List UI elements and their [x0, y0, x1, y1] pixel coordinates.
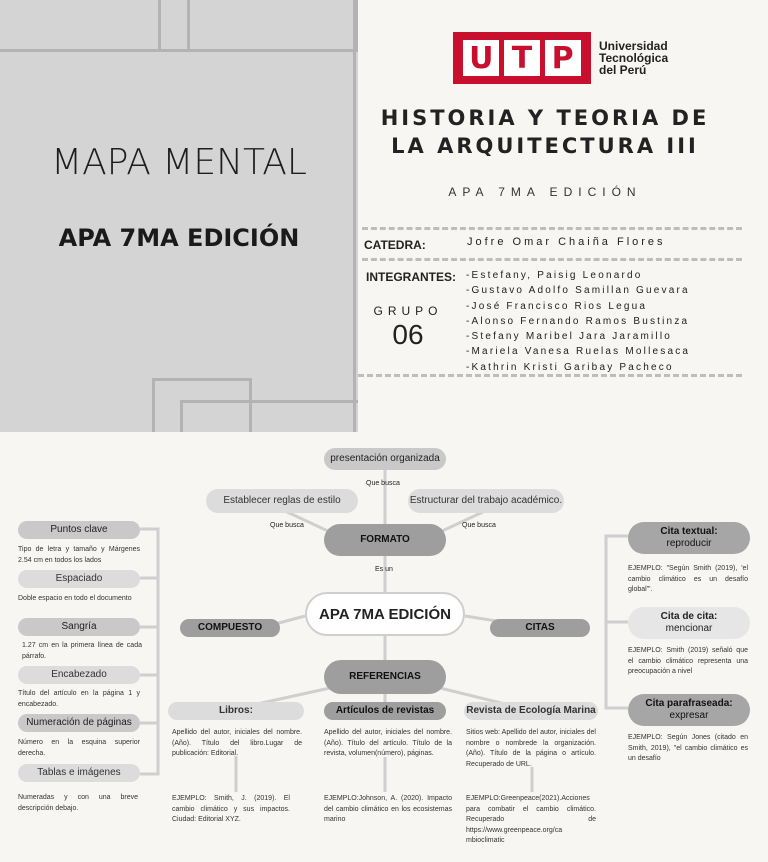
member-name: -José Francisco Rios Legua	[466, 300, 648, 312]
divider	[362, 258, 742, 261]
citas-node: CITAS	[490, 619, 590, 637]
tablas-node: Tablas e imágenes	[18, 764, 140, 782]
decor-frame	[180, 400, 358, 432]
numeracion-text: Número en la esquina superior derecha.	[18, 739, 140, 757]
member-name: -Stefany Maribel Jara Jaramillo	[466, 331, 673, 343]
utp-logo-box	[453, 32, 591, 84]
left-subtitle: APA 7MA EDICIÓN	[58, 224, 300, 252]
cita-parafraseada-text: EJEMPLO: Según Jones (citado en Smith, 2019), "el cambio climático es un desafío	[628, 734, 748, 762]
mind-map-title: MAPA MENTAL	[51, 142, 307, 183]
cita-textual-node	[628, 522, 750, 554]
member-name: -Alonso Fernando Ramos Bustinza	[466, 315, 690, 327]
numeracion-node: Numeración de páginas	[18, 714, 140, 732]
sangria-node: Sangría	[18, 618, 140, 636]
compuesto-node: COMPUESTO	[180, 619, 280, 637]
member-name: -Estefany, Paisig Leonardo	[466, 270, 643, 281]
connector-label: Es un	[375, 566, 393, 573]
cita-parafraseada-node	[628, 694, 750, 726]
encabezado-node: Encabezado	[18, 666, 140, 684]
connector-label: Que busca	[462, 522, 496, 529]
node-subtitle: mencionar	[665, 623, 713, 634]
sangria-text: 1.27 cm en la primera línea de cada párrafo.	[22, 642, 142, 660]
puntos-clave-node: Puntos clave	[18, 521, 140, 539]
university-name-line: Tecnológica	[599, 51, 669, 65]
mind-map	[0, 432, 768, 862]
presentacion-node: presentación organizada	[324, 448, 446, 470]
left-title-panel	[0, 0, 358, 432]
puntos-clave-text: Tipo de letra y tamaño y Márgenes 2.54 cm en todos los lados	[18, 546, 140, 564]
grupo-number: 06	[392, 319, 424, 350]
referencias-node: REFERENCIAS	[324, 660, 446, 694]
course-title-line: LA ARQUITECTURA III	[391, 134, 699, 158]
espaciado-node: Espaciado	[18, 570, 140, 588]
divider	[358, 374, 742, 377]
libros-text: Apellido del autor, iniciales del nombre.(Año). Título del libro.Lugar de publicación: Editorial.	[172, 729, 302, 757]
logo-letter: T	[504, 40, 540, 76]
establecer-node: Establecer reglas de estilo	[206, 489, 358, 513]
cita-textual-text: EJEMPLO: "Según Smith (2019), 'el cambio climático es un desafío global'".	[628, 565, 748, 593]
cita-de-cita-node	[628, 607, 750, 639]
encabezado-text: Título del artículo en la página 1 y encabezado.	[18, 690, 140, 708]
node-title: Cita de cita:	[660, 611, 718, 622]
articulos-text: Apellido del autor, iniciales del nombre. (Año). Título del artículo. Título de la revista, volumen(número), páginas.	[324, 729, 452, 757]
espaciado-text: Doble espacio en todo el documento	[18, 595, 132, 602]
connector-label: Que busca	[270, 522, 304, 529]
revista-example: EJEMPLO:Greenpeace(2021).Acciones para combatir el cambio climático. Recuperado de https://www.greenpeace.org/ca mbioclimatic	[466, 795, 596, 844]
course-title-line: HISTORIA Y TEORIA DE	[380, 106, 710, 130]
node-subtitle: reproducir	[666, 538, 712, 549]
catedra-label: CATEDRA:	[364, 238, 426, 252]
node-subtitle: expresar	[669, 710, 709, 721]
member-name: -Gustavo Adolfo Samillan Guevara	[466, 285, 690, 297]
node-title: Cita parafraseada:	[645, 698, 733, 709]
logo-letter: U	[463, 40, 499, 76]
divider	[362, 227, 742, 230]
university-name-line: Universidad	[599, 39, 668, 53]
member-name: -Kathrin Kristi Garibay Pacheco	[466, 361, 674, 373]
catedra-value: Jofre Omar Chaiña Flores	[467, 236, 666, 248]
edition-label: APA 7MA EDICIÓN	[448, 185, 642, 199]
member-name: -Mariela Vanesa Ruelas Mollesaca	[466, 346, 691, 358]
connector-label: Que busca	[366, 480, 400, 487]
libros-example: EJEMPLO: Smith, J. (2019). El cambio climático y sus impactos. Ciudad: Editorial XYZ.	[172, 795, 290, 823]
libros-node: Libros:	[168, 702, 304, 720]
revista-text: Sitios web: Apellido del autor, iniciales del nombre o nombrede la organización. (Año). Título de la página o artículo. Recuperado de URL.	[466, 729, 596, 768]
decor-frame	[0, 0, 356, 432]
grupo-label: GRUPO	[373, 304, 443, 318]
course-title	[364, 104, 726, 160]
estructurar-node: Estructurar del trabajo académico.	[408, 489, 564, 513]
university-name	[599, 40, 668, 76]
articulos-node: Artículos de revistas	[324, 702, 446, 720]
articulos-example: EJEMPLO:Johnson, A. (2020). Impacto del cambio climático en los ecosistemas marino	[324, 795, 452, 823]
utp-logo	[453, 32, 675, 84]
node-title: Cita textual:	[660, 526, 718, 537]
revista-node: Revista de Ecología Marina	[464, 702, 598, 720]
logo-letter: P	[545, 40, 581, 76]
cita-de-cita-text: EJEMPLO: Smith (2019) señaló que el cambio climático representa una preocupación a nivel	[628, 647, 748, 675]
university-name-line: del Perú	[599, 63, 647, 77]
tablas-text: Numeradas y con una breve descripción debajo.	[18, 794, 138, 812]
member-list	[466, 268, 746, 375]
formato-node: FORMATO	[324, 524, 446, 556]
integrantes-label: INTEGRANTES:	[366, 270, 456, 284]
central-node: APA 7MA EDICIÓN	[305, 592, 465, 636]
